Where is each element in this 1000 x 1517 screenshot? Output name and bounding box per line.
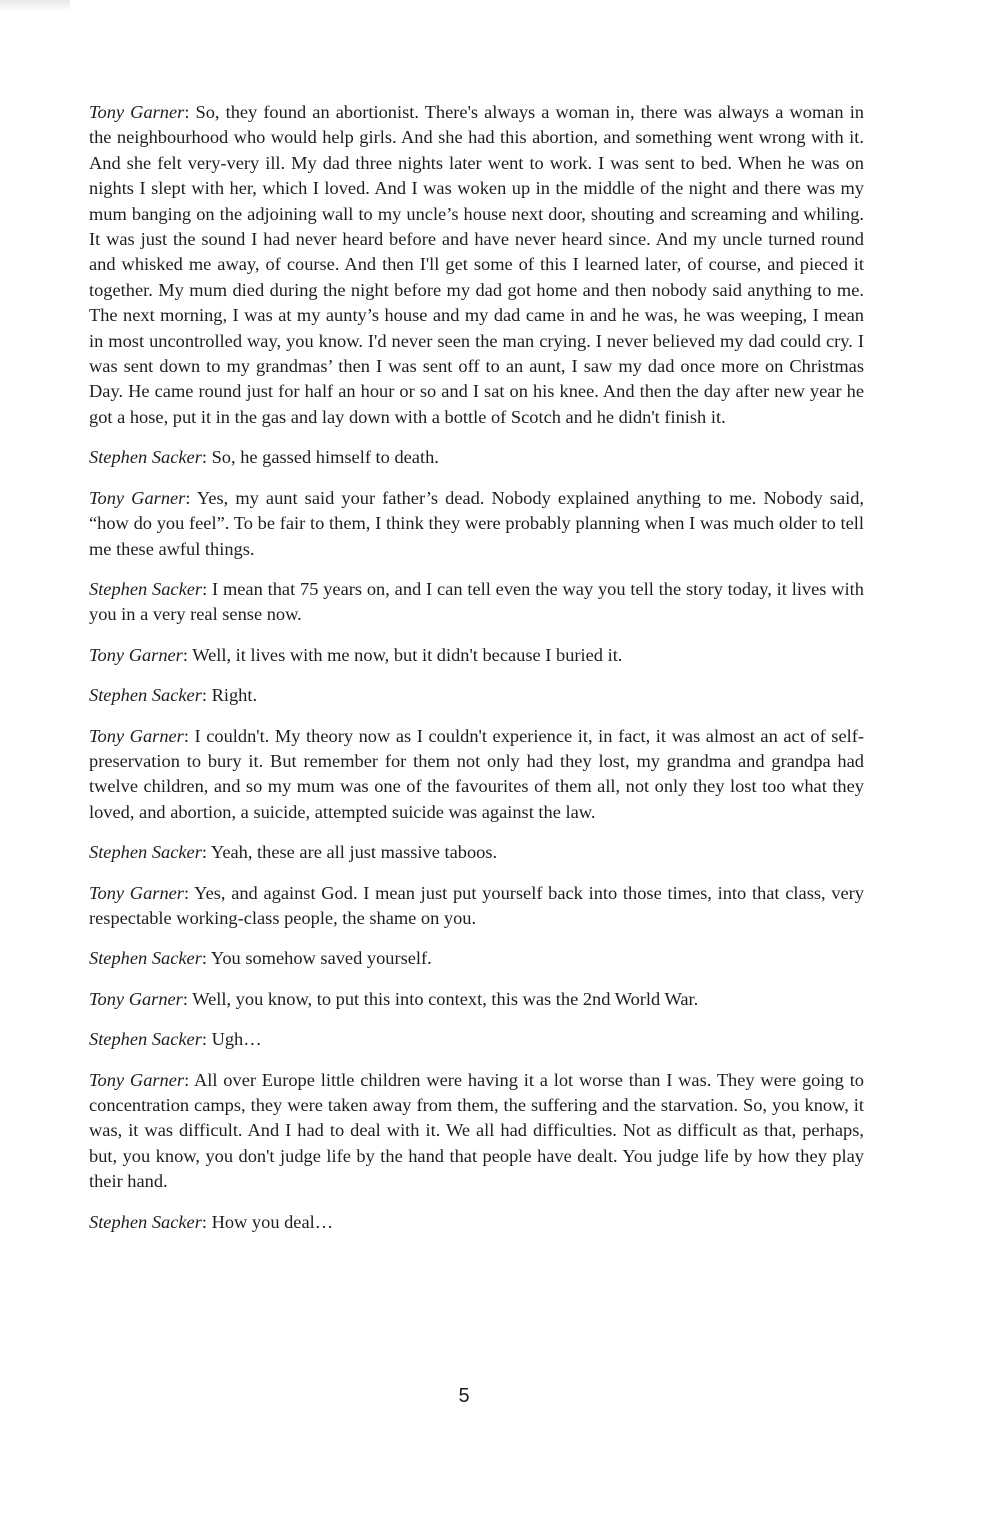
turn-text: Well, you know, to put this into context, this was the 2nd World War. xyxy=(192,988,699,1009)
page-number: 5 xyxy=(458,1385,470,1407)
turn-text: Ugh… xyxy=(211,1029,262,1050)
speaker-name: Tony Garner xyxy=(89,1069,185,1090)
speaker-name: Stephen Sacker xyxy=(89,1029,202,1050)
speaker-name: Stephen Sacker xyxy=(89,948,202,969)
transcript-turn: Tony Garner: Well, it lives with me now, but it didn't because I buried it. xyxy=(89,644,623,665)
turn-text: Yes, my aunt said your father’s dead. Nobody explained anything to me. Nobody said, “how do you feel”. To be fair to them, I think they were probably planning when I was much older to tell me these awful things. xyxy=(89,487,865,559)
scan-edge-shadow xyxy=(0,0,70,12)
turn-text: All over Europe little children were having it a lot worse than I was. They were going to concentration camps, they were taken away from them, the suffering and the starvation. So, you know, it was, it was difficult. And I had to deal with it. We all had difficulties. Not as difficult as that, perhaps, but, you know, you don't judge life by the hand that people have dealt. You judge life by how they play their hand. xyxy=(89,1069,864,1192)
turn-text: So, they found an abortionist. There's always a woman in, there was always a woman in the neighbourhood who would help girls. And she had this abortion, and something went wrong with it. And she felt very-very ill. My dad three nights later went to work. I was sent to bed. When he was on nights I slept with her, which I loved. And I was woken up in the middle of the night and there was my mum banging on the adjoining wall to my uncle’s house next door, shouting and screaming and whiling. It was just the sound I had never heard before and have never heard since. And my uncle turned round and whisked me away, of course. And then I'll get some of this I learned later, of course, and pieced it together. My mum died during the night before my dad got home and then nobody said anything to me. The next morning, I was at my aunty’s house and my dad came in and he was, he was weeping, I mean in most uncontrolled way, you know. I'd never seen the man crying. I never believed my dad could cry. I was sent down to my grandmas’ then I was sent off to an aunt, I saw my dad once more on Christmas Day. He came round just for half an hour or so and I sat on his knee. And then the day after new year he got a hose, put it in the gas and lay down with a bottle of Scotch and he didn't finish it. xyxy=(89,102,864,427)
turn-text: You somehow saved yourself. xyxy=(210,948,432,969)
turn-text: Right. xyxy=(211,685,258,706)
turn-text: How you deal… xyxy=(211,1211,334,1232)
speaker-name: Stephen Sacker xyxy=(89,685,202,706)
speaker-name: Tony Garner xyxy=(89,725,184,746)
turn-text: I mean that 75 years on, and I can tell even the way you tell the story today, it lives with you in a very real sense now. xyxy=(89,578,864,625)
transcript-turn: Tony Garner: So, they found an abortionist. There's always a woman in, there was always a woman in the neighbourhood who would help girls. And she had this abortion, and something went wrong with it. And she felt very-very ill. My dad three nights later went to work. I was sent to bed. When he was on nights I slept with her, which I loved. And I was woken up in the middle of the night and there was my mum banging on the adjoining wall to my uncle’s house next door, shouting and screaming and whiling. It was just the sound I had never heard before and have never heard since. And my uncle turned round and whisked me away, of course. And then I'll get some of this I learned later, of course, and pieced it together. My mum died during the night before my dad got home and then nobody said anything to me. The next morning, I was at my aunty’s house and my dad came in and he was, he was weeping, I mean in most uncontrolled way, you know. I'd never seen the man crying. I never believed my dad could cry. I was sent down to my grandmas’ then I was sent off to an aunt, I saw my dad once more on Christmas Day. He came round just for half an hour or so and I sat on his knee. And then the day after new year he got a hose, put it in the gas and lay down with a bottle of Scotch and he didn't finish it. xyxy=(89,102,864,427)
transcript-turn: Tony Garner: Yes, and against God. I mean just put yourself back into those times, into that class, very respectable working-class people, the shame on you. xyxy=(89,882,864,928)
speaker-name: Tony Garner xyxy=(89,644,183,665)
transcript-turn: Stephen Sacker: So, he gassed himself to death. xyxy=(89,447,439,468)
transcript-turn: Stephen Sacker: Right. xyxy=(89,685,258,706)
transcript-turn: Stephen Sacker: How you deal… xyxy=(89,1211,334,1232)
speaker-name: Tony Garner xyxy=(89,988,183,1009)
speaker-name: Tony Garner xyxy=(89,487,186,508)
turn-text: So, he gassed himself to death. xyxy=(211,447,439,468)
transcript-turn: Stephen Sacker: Yeah, these are all just massive taboos. xyxy=(89,842,498,863)
turn-text: Well, it lives with me now, but it didn't because I buried it. xyxy=(192,644,623,665)
interview-transcript xyxy=(89,100,864,1250)
transcript-turn: Stephen Sacker: Ugh… xyxy=(89,1029,262,1050)
turn-text: Yes, and against God. I mean just put yourself back into those times, into that class, very respectable working-class people, the shame on you. xyxy=(89,882,864,928)
speaker-name: Stephen Sacker xyxy=(89,447,202,468)
transcript-turn: Tony Garner: I couldn't. My theory now as I couldn't experience it, in fact, it was almost an act of self-preservation to bury it. But remember for them not only had they lost, my grandma and grandpa had twelve children, and so my mum was one of the favourites of them all, not only they lost too what they loved, and abortion, a suicide, attempted suicide was against the law. xyxy=(89,725,864,822)
transcript-turn: Tony Garner: Yes, my aunt said your father’s dead. Nobody explained anything to me. Nobody said, “how do you feel”. To be fair to them, I think they were probably planning when I was much older to tell me these awful things. xyxy=(89,487,865,559)
speaker-name: Tony Garner xyxy=(89,102,185,122)
turn-text: I couldn't. My theory now as I couldn't experience it, in fact, it was almost an act of self-preservation to bury it. But remember for them not only had they lost, my grandma and grandpa had twelve children, and so my mum was one of the favourites of them all, not only they lost too what they loved, and abortion, a suicide, attempted suicide was against the law. xyxy=(89,725,864,822)
speaker-name: Stephen Sacker xyxy=(89,1211,202,1232)
transcript-turn: Stephen Sacker: I mean that 75 years on, and I can tell even the way you tell the story today, it lives with you in a very real sense now. xyxy=(89,578,864,625)
transcript-turn: Stephen Sacker: You somehow saved yourself. xyxy=(89,948,432,969)
turn-text: Yeah, these are all just massive taboos. xyxy=(210,842,498,863)
transcript-turn: Tony Garner: Well, you know, to put this into context, this was the 2nd World War. xyxy=(89,988,699,1009)
transcript-turn: Tony Garner: All over Europe little children were having it a lot worse than I was. They were going to concentration camps, they were taken away from them, the suffering and the starvation. So, you know, it was, it was difficult. And I had to deal with it. We all had difficulties. Not as difficult as that, perhaps, but, you know, you don't judge life by the hand that people have dealt. You judge life by how they play their hand. xyxy=(89,1069,864,1192)
speaker-name: Stephen Sacker xyxy=(89,578,203,599)
speaker-name: Stephen Sacker xyxy=(89,842,202,863)
speaker-name: Tony Garner xyxy=(89,882,184,903)
